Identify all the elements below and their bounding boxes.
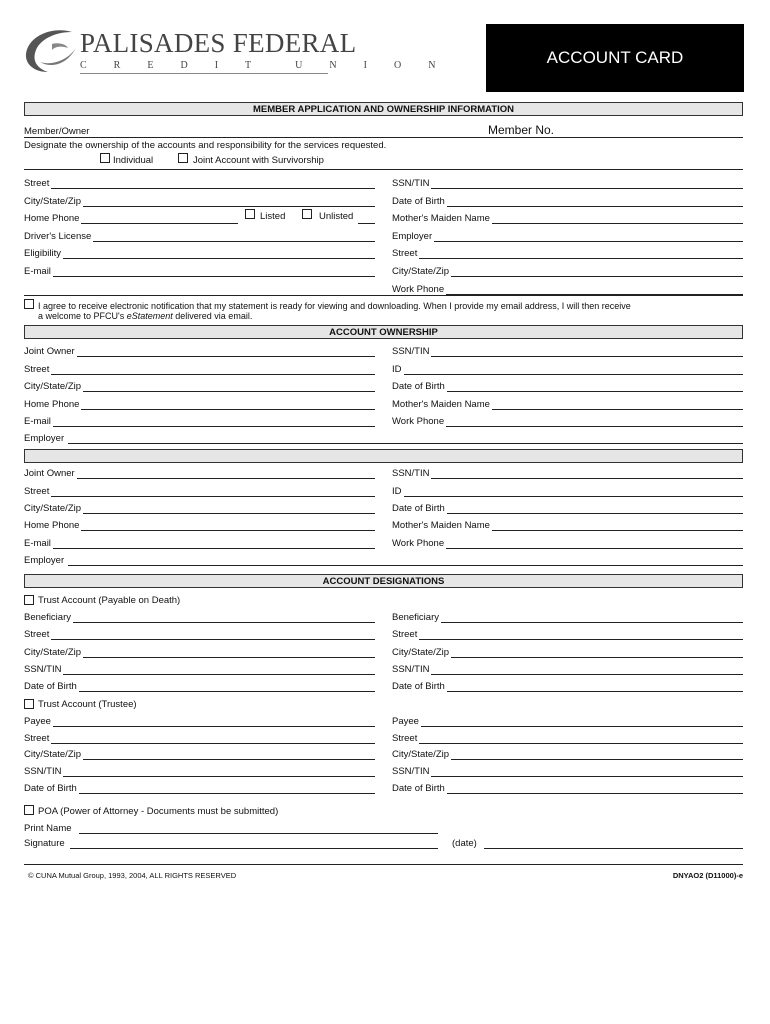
trustee-left-line-3[interactable] xyxy=(24,776,375,777)
unlisted-label: Unlisted xyxy=(319,211,354,222)
trustee-left-label-2: City/State/Zip xyxy=(24,749,82,760)
jo1-right-label-1: ID xyxy=(392,364,402,375)
trust-trustee-checkbox[interactable] xyxy=(24,699,34,709)
jo1-right-label-2: Date of Birth xyxy=(392,381,445,392)
member-left-line-5[interactable] xyxy=(24,276,375,277)
date-label: (date) xyxy=(452,838,477,849)
trustee-right-label-2: City/State/Zip xyxy=(392,749,450,760)
pod-right-label-4: Date of Birth xyxy=(392,681,445,692)
jo1-left-label-3: Home Phone xyxy=(24,399,80,410)
pod-left-label-1: Street xyxy=(24,629,50,640)
consent-rule-top xyxy=(24,295,743,296)
section-band-member: MEMBER APPLICATION AND OWNERSHIP INFORMATION xyxy=(24,102,743,116)
pod-right-line-1[interactable] xyxy=(392,639,743,640)
designate-rule xyxy=(24,169,743,170)
jo1-left-line-4[interactable] xyxy=(24,426,375,427)
footer-rule xyxy=(24,864,743,865)
trustee-left-label-3: SSN/TIN xyxy=(24,766,62,777)
pod-left-label-3: SSN/TIN xyxy=(24,664,62,675)
section-band-ownership: ACCOUNT OWNERSHIP xyxy=(24,325,743,339)
estatement-consent-checkbox[interactable] xyxy=(24,299,34,309)
org-name: PALISADES FEDERAL xyxy=(80,28,357,58)
member-right-label-2: Mother's Maiden Name xyxy=(392,213,490,224)
trustee-right-label-4: Date of Birth xyxy=(392,783,445,794)
jo2-right-label-0: SSN/TIN xyxy=(392,468,430,479)
pod-left-label-0: Beneficiary xyxy=(24,612,71,623)
member-right-label-5: City/State/Zip xyxy=(392,266,450,277)
jo1-right-line-1[interactable] xyxy=(392,374,743,375)
jo2-left-label-1: Street xyxy=(24,486,50,497)
member-left-label-0: Street xyxy=(24,178,50,189)
member-right-label-3: Employer xyxy=(392,231,433,242)
jo1-left-label-1: Street xyxy=(24,364,50,375)
poa-label: POA (Power of Attorney - Documents must be submitted) xyxy=(38,806,279,817)
member-right-line-4[interactable] xyxy=(392,258,743,259)
jo2-left-label-0: Joint Owner xyxy=(24,468,75,479)
listed-checkbox[interactable] xyxy=(245,209,255,219)
member-left-line-4[interactable] xyxy=(24,258,375,259)
member-right-label-4: Street xyxy=(392,248,418,259)
pod-right-label-2: City/State/Zip xyxy=(392,647,450,658)
home-phone-line-tail xyxy=(358,223,375,224)
pod-right-line-0[interactable] xyxy=(392,622,743,623)
member-right-line-3[interactable] xyxy=(392,241,743,242)
jo2-left-label-2: City/State/Zip xyxy=(24,503,82,514)
member-left-label-3: Driver's License xyxy=(24,231,92,242)
trustee-right-line-0[interactable] xyxy=(392,726,743,727)
jo2-left-line-4[interactable] xyxy=(24,548,375,549)
trustee-right-label-0: Payee xyxy=(392,716,419,727)
jo1-left-line-1[interactable] xyxy=(24,374,375,375)
jo1-left-label-0: Joint Owner xyxy=(24,346,75,357)
member-right-label-6: Work Phone xyxy=(392,284,445,295)
consent-text-line1: I agree to receive electronic notification that my statement is ready for viewing and downloading. When I provide my email address, I will then receive xyxy=(38,301,631,311)
jo1-right-label-4: Work Phone xyxy=(392,416,445,427)
trustee-left-label-4: Date of Birth xyxy=(24,783,77,794)
pod-right-label-1: Street xyxy=(392,629,418,640)
jo2-right-label-2: Date of Birth xyxy=(392,503,445,514)
jo1-left-label-4: E-mail xyxy=(24,416,51,427)
designate-text: Designate the ownership of the accounts and responsibility for the services requested. xyxy=(24,140,387,151)
jo1-right-line-0[interactable] xyxy=(392,356,743,357)
pod-right-line-3[interactable] xyxy=(392,674,743,675)
jo2-left-label-3: Home Phone xyxy=(24,520,80,531)
jo1-employer-label: Employer xyxy=(24,433,65,444)
date-line[interactable] xyxy=(484,848,743,849)
jo2-right-line-0[interactable] xyxy=(392,478,743,479)
member-left-line-0[interactable] xyxy=(24,188,375,189)
trustee-left-label-1: Street xyxy=(24,733,50,744)
jo1-left-label-2: City/State/Zip xyxy=(24,381,82,392)
jo2-left-line-1[interactable] xyxy=(24,496,375,497)
member-right-label-0: SSN/TIN xyxy=(392,178,430,189)
pod-left-line-3[interactable] xyxy=(24,674,375,675)
poa-checkbox[interactable] xyxy=(24,805,34,815)
member-owner-line[interactable] xyxy=(24,137,743,138)
jo2-right-label-4: Work Phone xyxy=(392,538,445,549)
trustee-left-line-1[interactable] xyxy=(24,743,375,744)
print-name-line[interactable] xyxy=(79,833,438,834)
jo2-left-label-4: E-mail xyxy=(24,538,51,549)
joint-survivorship-checkbox[interactable] xyxy=(178,153,188,163)
pod-left-label-2: City/State/Zip xyxy=(24,647,82,658)
jo1-right-label-0: SSN/TIN xyxy=(392,346,430,357)
signature-line[interactable] xyxy=(70,848,438,849)
member-owner-label: Member/Owner xyxy=(24,126,90,137)
individual-label: Individual xyxy=(113,155,154,166)
trustee-left-line-0[interactable] xyxy=(24,726,375,727)
signature-label: Signature xyxy=(24,838,65,849)
form-title: ACCOUNT CARD xyxy=(486,24,744,92)
unlisted-checkbox[interactable] xyxy=(302,209,312,219)
print-name-label: Print Name xyxy=(24,823,72,834)
trust-pod-checkbox[interactable] xyxy=(24,595,34,605)
jo2-right-label-1: ID xyxy=(392,486,402,497)
trustee-right-line-3[interactable] xyxy=(392,776,743,777)
joint-survivorship-label: Joint Account with Survivorship xyxy=(193,155,324,166)
member-no-label: Member No. xyxy=(488,123,555,137)
jo1-right-label-3: Mother's Maiden Name xyxy=(392,399,490,410)
trustee-right-line-1[interactable] xyxy=(392,743,743,744)
logo-rule xyxy=(80,73,328,74)
pod-left-line-1[interactable] xyxy=(24,639,375,640)
section-band-joint-owner-2 xyxy=(24,449,743,463)
copyright-text: © CUNA Mutual Group, 1993, 2004, ALL RIGHTS RESERVED xyxy=(28,871,237,880)
trustee-right-label-1: Street xyxy=(392,733,418,744)
pod-left-label-4: Date of Birth xyxy=(24,681,77,692)
jo2-right-line-1[interactable] xyxy=(392,496,743,497)
jo2-employer-label: Employer xyxy=(24,555,65,566)
member-left-label-1: City/State/Zip xyxy=(24,196,82,207)
trust-pod-label: Trust Account (Payable on Death) xyxy=(38,595,181,606)
jo1-employer-line[interactable] xyxy=(68,443,743,444)
member-left-label-2: Home Phone xyxy=(24,213,80,224)
org-subtitle: C R E D I T U N I O N xyxy=(80,60,440,71)
member-left-label-4: Eligibility xyxy=(24,248,61,259)
trustee-right-label-3: SSN/TIN xyxy=(392,766,430,777)
trust-trustee-label: Trust Account (Trustee) xyxy=(38,699,137,710)
member-right-label-1: Date of Birth xyxy=(392,196,445,207)
pod-right-label-3: SSN/TIN xyxy=(392,664,430,675)
listed-label: Listed xyxy=(260,211,286,222)
consent-text-line2: a welcome to PFCU's eStatement delivered via email. xyxy=(38,311,253,321)
trustee-left-label-0: Payee xyxy=(24,716,51,727)
member-right-line-0[interactable] xyxy=(392,188,743,189)
pod-right-label-0: Beneficiary xyxy=(392,612,439,623)
member-left-label-5: E-mail xyxy=(24,266,51,277)
pod-left-line-0[interactable] xyxy=(24,622,375,623)
jo2-right-label-3: Mother's Maiden Name xyxy=(392,520,490,531)
form-code: DNYAO2 (D11000)-e xyxy=(672,871,743,880)
individual-checkbox[interactable] xyxy=(100,153,110,163)
logo-swirl-icon xyxy=(22,26,78,76)
jo2-employer-line[interactable] xyxy=(68,565,743,566)
section-band-designations: ACCOUNT DESIGNATIONS xyxy=(24,574,743,588)
